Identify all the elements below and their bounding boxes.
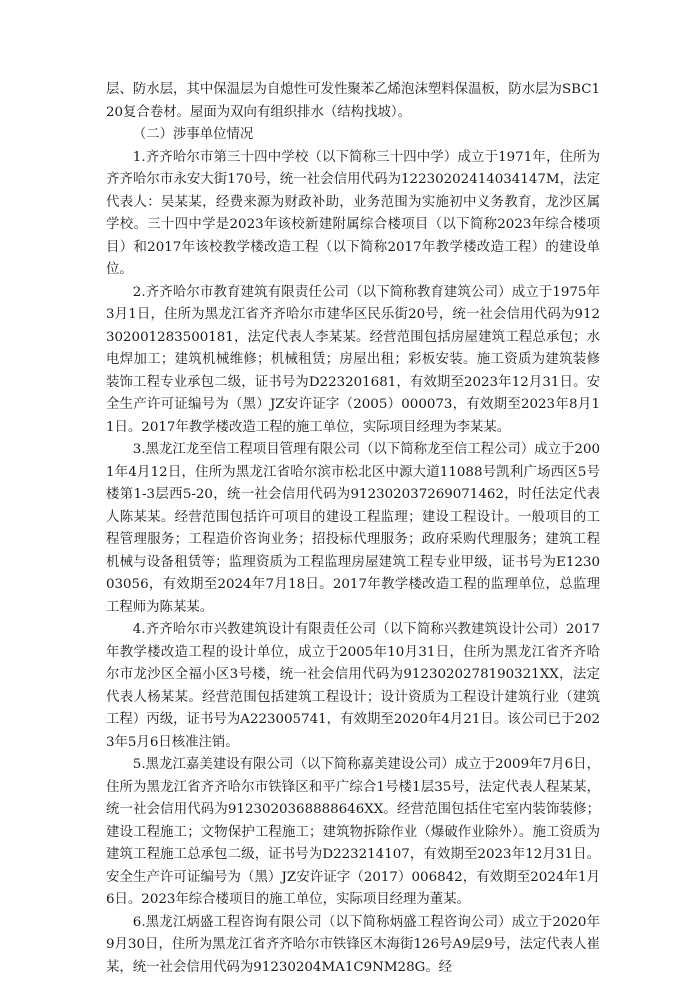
paragraph-unit-3-supervision: 3.黑龙江龙至信工程项目管理有限公司（以下简称龙至信工程公司）成立于2001年4月12日，住所为黑龙江省哈尔滨市松北区中源大道11088号凯利广场西区5号楼第1-3层西5-20，统一社会信用代码为912302037269071462，时任法定代表人陈某某。经营范围包括许可项目的建设工程监理；建设工程设计。一般项目的工程管理服务；工程造价咨询业务；招投标代理服务；政府采购代理服务；建筑工程机械与设备租赁等；监理资质为工程监理房屋建筑工程专业甲级，证书号为E123003056，有效期至2024年7月18日。2017年教学楼改造工程的监理单位，总监理工程师为陈某某。 <box>106 442 600 615</box>
paragraph-unit-4-design: 4.齐齐哈尔市兴教建筑设计有限责任公司（以下简称兴教建筑设计公司）2017年教学楼改造工程的设计单位，成立于2005年10月31日，住所为黑龙江省齐齐哈尔市龙沙区全福小区3号楼，统一社会信用代码为9123020278190321XX，法定代表人杨某某。经营范围包括建筑工程设计；设计资质为工程设计建筑行业（建筑工程）丙级，证书号为A223005741，有效期至2020年4月21日。该公司已于2023年5月6日核准注销。 <box>106 622 600 750</box>
paragraph-unit-5-jiamei: 5.黑龙江嘉美建设有限公司（以下简称嘉美建设公司）成立于2009年7月6日，住所为黑龙江省齐齐哈尔市铁锋区和平广综合1号楼1层35号，法定代表人程某某，统一社会信用代码为9123020368888646XX。经营范围包括住宅室内装饰装修；建设工程施工；文物保护工程施工；建筑物拆除作业（爆破作业除外）。施工资质为建筑工程施工总承包二级，证书号为D223214107，有效期至2023年12月31日。安全生产许可证编号为（黑）JZ安许证字（2017）006842，有效期至2024年1月6日。2023年综合楼项目的施工单位，实际项目经理为董某。 <box>106 757 600 907</box>
section-heading-involved-units: （二）涉事单位情况 <box>132 127 254 142</box>
paragraph-unit-2-education-construction: 2.齐齐哈尔市教育建筑有限责任公司（以下简称教育建筑公司）成立于1975年3月1日，住所为黑龙江省齐齐哈尔市建华区民乐街20号，统一社会信用代码为912302001283500181，法定代表人李某某。经营范围包括房屋建筑工程总承包；水电焊加工；建筑机械维修；机械租赁；房屋出租；彩板安装。施工资质为建筑装修装饰工程专业承包二级，证书号为D223201681，有效期至2023年12月31日。安全生产许可证编号为（黑）JZ安许证字（2005）000073，有效期至2023年8月11日。2017年教学楼改造工程的施工单位，实际项目经理为李某某。 <box>106 284 600 435</box>
paragraph-unit-1-school: 1.齐齐哈尔市第三十四中学校（以下简称三十四中学）成立于1971年，住所为齐齐哈尔市永安大街170号，统一社会信用代码为12230202414034147M，法定代表人：吴某某，经费来源为财政补助，业务范围为实施初中义务教育，龙沙区属学校。三十四中学是2023年该校新建附属综合楼项目（以下简称2023年综合楼项目）和2017年该校教学楼改造工程（以下简称2017年教学楼改造工程）的建设单位。 <box>106 149 600 277</box>
document-body <box>106 79 600 979</box>
paragraph-roof-layers: 层、防水层，其中保温层为自熄性可发性聚苯乙烯泡沫塑料保温板，防水层为SBC120复合卷材。屋面为双向有组织排水（结构找坡）。 <box>106 82 600 120</box>
paragraph-unit-6-bingsheng: 6.黑龙江炳盛工程咨询有限公司（以下简称炳盛工程咨询公司）成立于2020年9月30日，住所为黑龙江省齐齐哈尔市铁锋区木海街126号A9层9号，法定代表人崔某，统一社会信用代码为91230204MA1C9NM28G。经 <box>106 914 600 975</box>
